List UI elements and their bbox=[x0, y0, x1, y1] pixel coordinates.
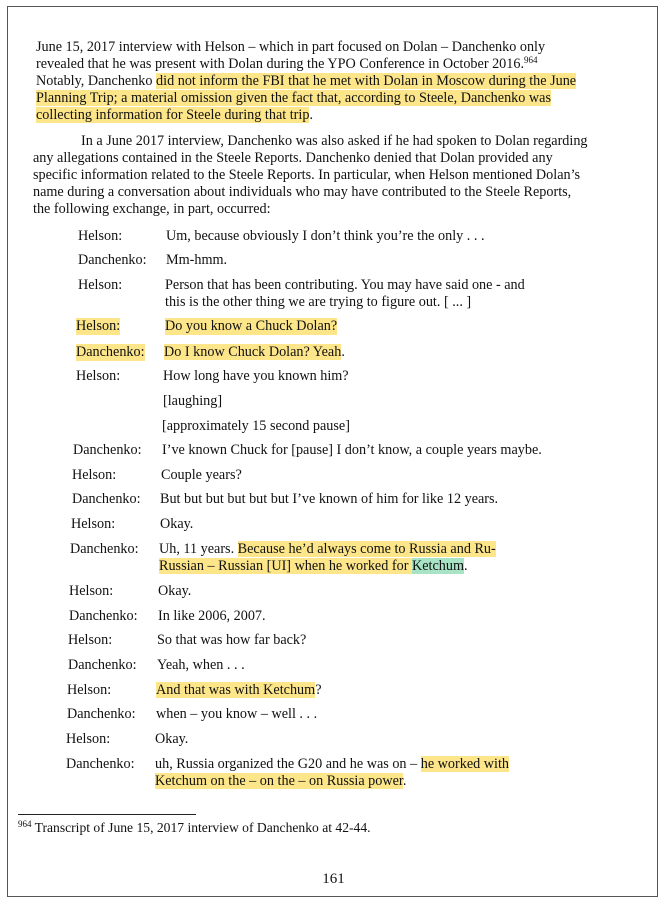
intro-line-2-text: revealed that he was present with Dolan during the YPO Conference in October 2016. bbox=[36, 56, 525, 72]
footnote-divider bbox=[18, 814, 196, 815]
speaker: Helson: bbox=[76, 368, 121, 384]
highlighted-text: collecting information for Steele during that trip bbox=[36, 107, 310, 123]
utterance: Do you know a Chuck Dolan? bbox=[165, 318, 338, 334]
intro-line-3 bbox=[36, 73, 576, 90]
utterance: How long have you known him? bbox=[163, 368, 349, 384]
highlighted-text: Russian – Russian [UI] when he worked for bbox=[159, 558, 412, 574]
speaker: Danchenko: bbox=[66, 756, 135, 772]
intro-line-3-plain: Notably, Danchenko bbox=[36, 73, 157, 89]
utterance: this is the other thing we are trying to figure out. [ ... ] bbox=[165, 294, 472, 310]
speaker: Helson: bbox=[72, 467, 117, 483]
utterance: In like 2006, 2007. bbox=[158, 608, 266, 624]
speaker: Danchenko: bbox=[68, 657, 137, 673]
utterance: Couple years? bbox=[161, 467, 242, 483]
speaker: Helson: bbox=[78, 277, 123, 293]
speaker: Helson: bbox=[69, 583, 114, 599]
utterance bbox=[164, 344, 345, 361]
stage-note: [laughing] bbox=[163, 393, 223, 409]
utterance: But but but but but but I’ve known of him for like 12 years. bbox=[160, 491, 499, 507]
utterance: Mm-hmm. bbox=[166, 252, 228, 268]
utterance: I’ve known Chuck for [pause] I don’t know, a couple years maybe. bbox=[162, 442, 542, 458]
highlighted-text: he worked with bbox=[420, 756, 509, 772]
highlighted-text: Ketchum on the – on the – on Russia power bbox=[155, 773, 403, 789]
footnote bbox=[18, 820, 371, 836]
body-paragraph bbox=[33, 133, 588, 218]
utterance-plain: uh, Russia organized the G20 and he was on – bbox=[155, 756, 421, 772]
footnote-ref: 964 bbox=[524, 55, 538, 65]
intro-line-2 bbox=[36, 56, 576, 73]
footnote-text: Transcript of June 15, 2017 interview of Danchenko at 42-44. bbox=[31, 820, 371, 835]
highlighted-text: Do I know Chuck Dolan? Yeah bbox=[164, 344, 342, 360]
speaker: Danchenko: bbox=[67, 706, 136, 722]
utterance-end: ? bbox=[315, 682, 322, 698]
footnote-number: 964 bbox=[18, 819, 32, 829]
utterance bbox=[156, 682, 322, 699]
speaker: Helson: bbox=[71, 516, 116, 532]
utterance: Okay. bbox=[160, 516, 194, 532]
utterance: Um, because obviously I don’t think you’re the only . . . bbox=[166, 228, 485, 244]
para2-line-3: specific information related to the Steele Reports. In particular, when Helson mentioned Dolan’s bbox=[33, 167, 581, 183]
utterance-end: . bbox=[402, 773, 407, 789]
green-highlighted-text: Ketchum bbox=[411, 558, 464, 574]
highlighted-text: Because he’d always come to Russia and Ru- bbox=[237, 541, 496, 557]
speaker: Helson: bbox=[68, 632, 113, 648]
intro-line-5 bbox=[36, 107, 576, 124]
utterance bbox=[155, 756, 509, 773]
speaker: Helson: bbox=[76, 318, 121, 334]
highlighted-text: Planning Trip; a material omission given the fact that, according to Steele, Danchenko was bbox=[36, 90, 551, 106]
speaker: Danchenko: bbox=[70, 541, 139, 557]
para2-line-2: any allegations contained in the Steele Reports. Danchenko denied that Dolan provided any bbox=[33, 150, 553, 166]
speaker: Helson: bbox=[67, 682, 112, 698]
speaker: Danchenko: bbox=[73, 442, 142, 458]
utterance bbox=[155, 773, 406, 790]
para2-line-4: name during a conversation about individuals who may have contributed to the Steele Reports, bbox=[33, 184, 572, 200]
speaker: Danchenko: bbox=[76, 344, 145, 360]
utterance: Person that has been contributing. You may have said one - and bbox=[165, 277, 525, 293]
intro-line-4 bbox=[36, 90, 576, 107]
para2-line-1: In a June 2017 interview, Danchenko was also asked if he had spoken to Dolan regarding bbox=[81, 133, 588, 149]
utterance-plain: Uh, 11 years. bbox=[159, 541, 238, 557]
utterance: So that was how far back? bbox=[157, 632, 307, 648]
utterance bbox=[159, 558, 468, 575]
utterance-end: . bbox=[463, 558, 468, 574]
intro-line-1: June 15, 2017 interview with Helson – which in part focused on Dolan – Danchenko only bbox=[36, 39, 546, 55]
intro-line-5-end: . bbox=[309, 107, 313, 123]
intro-paragraph bbox=[36, 39, 576, 124]
stage-note: [approximately 15 second pause] bbox=[162, 418, 350, 434]
para2-line-5: the following exchange, in part, occurred: bbox=[33, 201, 271, 217]
highlighted-text: did not inform the FBI that he met with Dolan in Moscow during the June bbox=[156, 73, 577, 89]
speaker: Danchenko: bbox=[72, 491, 141, 507]
speaker: Danchenko: bbox=[69, 608, 138, 624]
utterance-end: . bbox=[341, 344, 345, 360]
speaker: Danchenko: bbox=[78, 252, 147, 268]
page-number: 161 bbox=[322, 871, 345, 887]
utterance: when – you know – well . . . bbox=[156, 706, 318, 722]
utterance bbox=[159, 541, 496, 558]
speaker: Helson: bbox=[66, 731, 111, 747]
speaker: Helson: bbox=[78, 228, 123, 244]
utterance: Yeah, when . . . bbox=[157, 657, 245, 673]
utterance: Okay. bbox=[155, 731, 189, 747]
highlighted-text: And that was with Ketchum bbox=[156, 682, 316, 698]
utterance: Okay. bbox=[158, 583, 192, 599]
